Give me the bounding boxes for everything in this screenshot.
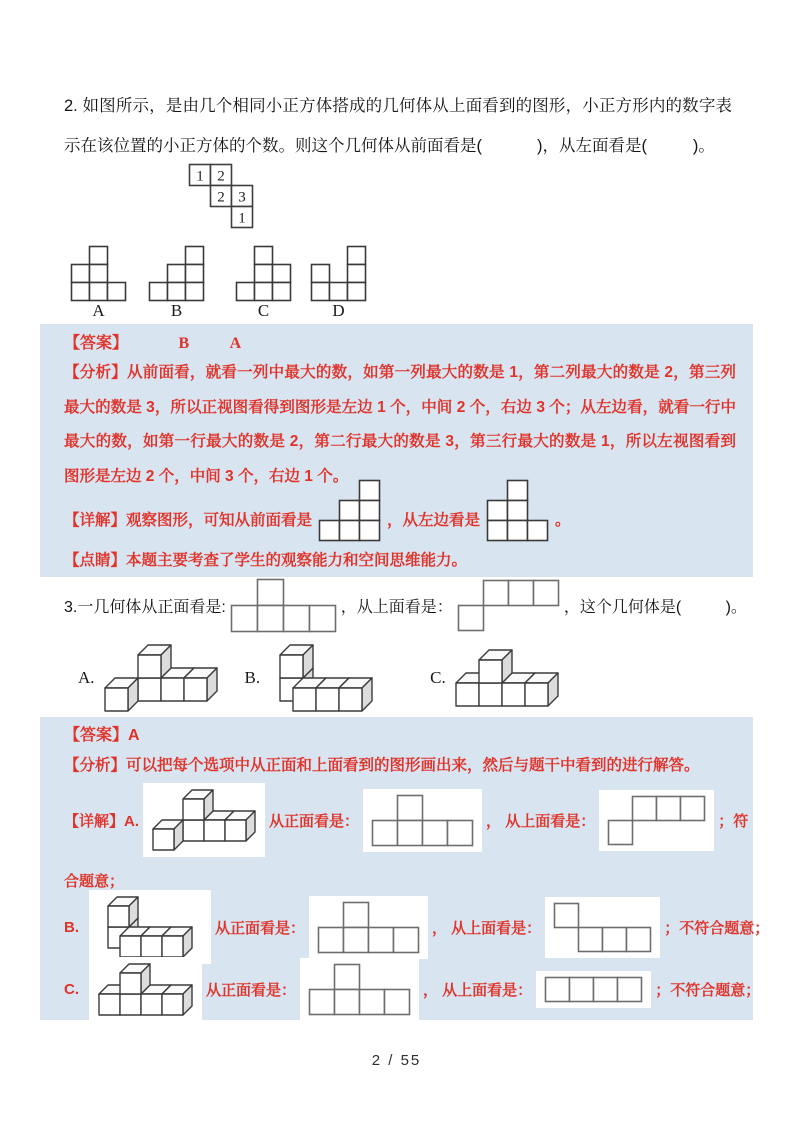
svg-text:1: 1 (196, 168, 204, 185)
q2-stem: 2. 如图所示，是由几个相同小正方体搭成的几何体从上面看到的图形，小正方形内的数字表示在该位置的小正方体的个数。则这个几何体从前面看是( )，从左面看是( )。 (64, 97, 732, 155)
q2-option-b-figure (148, 245, 205, 302)
q3-detail-a-cube-figure (143, 783, 265, 857)
q2-left-view-figure (486, 479, 549, 542)
q3-top-view-figure (457, 579, 560, 632)
q2-answer-line (64, 330, 241, 353)
q2-tip: 【点睛】本题主要考查了学生的观察能力和空间思维能力。 (64, 552, 468, 569)
q3-detail-row-b (64, 894, 769, 960)
q3-analysis: 【分析】可以把每个选项中从正面和上面看到的图形画出来，然后与题干中看到的进行解答。 (64, 757, 700, 774)
svg-text:2: 2 (217, 168, 225, 185)
q3-options-row (78, 640, 560, 716)
q3-detail-a-top-figure (599, 790, 714, 851)
q3-answer: 【答案】A (64, 727, 140, 744)
q3-stem-line (64, 566, 747, 644)
q2-answer-label: 【答案】 (64, 335, 129, 352)
q3-detail-b-front-label: 从正面看是： (215, 919, 306, 937)
q3-detail-a-prefix: 【详解】A. (64, 812, 140, 830)
q2-option-d-label: D (332, 301, 345, 320)
q3-detail-row-a (64, 780, 748, 860)
q3-detail-c-prefix: C. (64, 980, 79, 998)
q2-number-grid-figure (188, 163, 254, 229)
q3-stem-part-2: ，从上面看是： (340, 598, 453, 616)
q3-detail-b-top-figure (545, 897, 660, 958)
q2-analysis: 【分析】从前面看，就看一列中最大的数，如第一列最大的数是 1，第二列最大的数是 2，第三列最大的数是 3，所以正视图看得到图形是左边 1 个，中间 2 个，右边 3 个；从左边看，就看一行中最大的数，如第一行最大的数是 2，第二行最大的数是 3，第三行最大的数是 1，所以左视图看到图形是左边 2 个，中间 3 个，右边 1 个。 (64, 364, 736, 485)
q3-front-view-figure (230, 578, 337, 633)
q3-detail-a-front-figure (363, 789, 482, 852)
q2-option-a-label: A (92, 301, 105, 320)
q3-detail-c-front-label: 从正面看是： (206, 981, 297, 999)
q2-option-c-figure (235, 245, 292, 302)
q3-detail-c-top-figure (536, 971, 651, 1008)
q3-option-a-cube-figure (103, 643, 219, 713)
q2-option-c-label: C (257, 301, 270, 320)
svg-text:2: 2 (217, 189, 225, 206)
q3-detail-a-mid: ， 从上面看是： (486, 812, 596, 830)
q3-option-b-cube-figure (268, 643, 384, 713)
q3-option-a-label: A. (78, 668, 95, 687)
q2-answer-front: B (178, 335, 190, 352)
q3-detail-row-c (64, 956, 760, 1022)
q3-detail-b-suffix: ；不符合题意； (664, 919, 770, 937)
q2-detail-mid: ，从左边看是 (387, 512, 481, 529)
q3-detail-b-prefix: B. (64, 918, 79, 936)
q2-front-view-figure (318, 479, 381, 542)
q2-answer-left: A (229, 335, 242, 352)
q3-option-b-label: B. (244, 668, 261, 687)
q3-detail-c-suffix: ；不符合题意； (655, 981, 761, 999)
q3-detail-a-front-label: 从正面看是： (269, 812, 360, 830)
q3-stem-part-1: 3.一几何体从正面看是: (64, 598, 226, 616)
q3-stem-part-3: ，这个几何体是( )。 (563, 598, 747, 616)
q3-option-c-label: C. (430, 668, 446, 687)
q3-detail-c-front-figure (300, 958, 419, 1021)
q3-detail-c-cube-figure (89, 957, 202, 1022)
q3-detail-c-mid: ， 从上面看是： (423, 981, 533, 999)
q3-option-c-cube-figure (454, 648, 560, 708)
page-number: 2 / 55 (371, 1052, 422, 1069)
q3-detail-a-suffix: ；符 (718, 812, 749, 830)
q2-detail-suffix: 。 (555, 512, 571, 529)
q3-detail-wrap: 合题意； (64, 873, 125, 890)
q2-option-d-figure (310, 245, 367, 302)
svg-text:1: 1 (238, 210, 246, 227)
q2-detail-prefix: 【详解】观察图形，可知从前面看是 (64, 512, 313, 529)
q2-option-a-figure (70, 245, 127, 302)
q3-detail-b-mid: ， 从上面看是： (432, 919, 542, 937)
svg-text:3: 3 (238, 189, 246, 206)
q2-detail-line (64, 480, 571, 542)
q3-detail-b-front-figure (309, 896, 428, 959)
q3-detail-b-cube-figure (89, 890, 211, 964)
q2-option-b-label: B (170, 301, 183, 320)
